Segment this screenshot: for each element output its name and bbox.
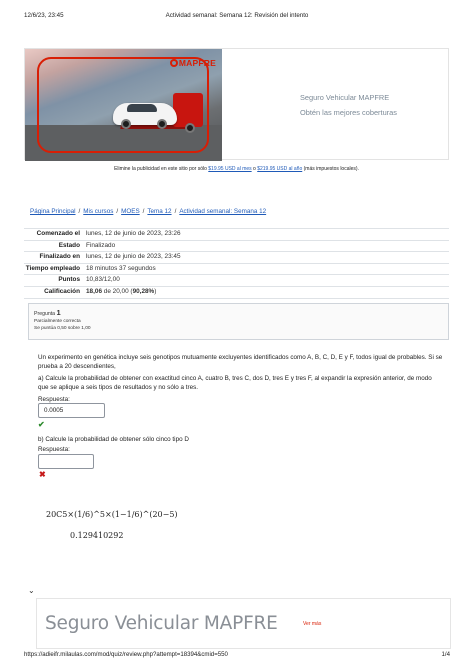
summary-value: 10,83/12,00 <box>86 276 120 284</box>
question-grade: Se puntúa 0,50 sobre 1,00 <box>34 326 91 331</box>
breadcrumb-separator: / <box>116 208 119 215</box>
ad-removal-note: Elimine la publicidad en este sitio por sólo $19.95 USD al mes o $219.95 USD al año (más impuestos locales). <box>114 166 359 172</box>
summary-label: Calificación <box>44 287 80 295</box>
formula-image <box>46 510 178 540</box>
print-page-title: Actividad semanal: Semana 12: Revisión del intento <box>165 12 309 19</box>
summary-value: Finalizado <box>86 241 116 249</box>
ad-subline: Obtén las mejores coberturas <box>300 108 397 117</box>
breadcrumb-course[interactable]: MOES <box>121 208 140 215</box>
bottom-ad-headline: Seguro Vehicular MAPFRE <box>45 613 278 634</box>
tow-truck <box>173 93 203 127</box>
bottom-ad-more-link[interactable]: Ver más <box>303 621 322 627</box>
summary-row-state <box>24 241 449 253</box>
car-wheel <box>121 119 131 129</box>
breadcrumb-topic[interactable]: Tema 12 <box>147 208 172 215</box>
question-number: Pregunta 1 <box>34 308 61 317</box>
correct-check-icon: ✔ <box>38 420 45 429</box>
answer-input-a[interactable]: 0.0005 <box>38 403 105 418</box>
print-header <box>24 12 450 22</box>
question-part-b: b) Calcule la probabilidad de obtener sólo cinco tipo D <box>38 436 189 443</box>
ad-banner[interactable] <box>24 48 449 160</box>
question-text: Un experimento en genética incluye seis genotipos mutuamente excluyentes identificados como A, B, C, D, E y F, todos igual de probables. Si se prueba a 20 descendientes, <box>38 354 443 371</box>
ad-headline: Seguro Vehicular MAPFRE <box>300 93 390 102</box>
summary-row-grade <box>24 287 449 299</box>
yearly-price-link[interactable]: $219.95 USD al año <box>257 166 303 172</box>
question-part-a: a) Calcule la probabilidad de obtener con exactitud cinco A, cuatro B, tres C, dos D, tres E y tres F, al expandir la expresión anterior, de modo que se aplique a seis tipos de resultados y no sólo a tres. <box>38 375 432 391</box>
question-info <box>28 303 449 340</box>
summary-row-time-taken <box>24 264 449 276</box>
summary-label: Tiempo empleado <box>25 264 80 272</box>
mapfre-logo-icon <box>170 59 178 67</box>
breadcrumb-separator: / <box>78 208 81 215</box>
formula-expression: 20C5×(1/6)^5×(1−1/6)^(20−5) <box>46 510 178 519</box>
breadcrumb-separator: / <box>174 208 177 215</box>
summary-row-completed <box>24 252 449 264</box>
breadcrumb-my-courses[interactable]: Mis cursos <box>83 208 114 215</box>
summary-label: Comenzado el <box>36 230 80 237</box>
mapfre-logo: MAPFRE <box>170 58 216 68</box>
truck-wheel <box>185 123 195 133</box>
print-page-number: 1/4 <box>441 651 450 658</box>
ad-text[interactable] <box>300 93 397 117</box>
monthly-price-link[interactable]: $19.95 USD al mes <box>208 166 252 172</box>
chevron-down-icon[interactable]: ⌄ <box>28 586 35 595</box>
incorrect-cross-icon: ✖ <box>39 470 46 479</box>
summary-value: 18 minutos 37 segundos <box>86 264 156 272</box>
print-url: https://adieifr.milaulas.com/mod/quiz/review.php?attempt=18394&cmid=550 <box>24 651 228 658</box>
breadcrumb <box>30 208 266 215</box>
print-footer <box>24 651 450 661</box>
summary-row-marks <box>24 275 449 287</box>
answer-input-b[interactable] <box>38 454 94 469</box>
car-wheel <box>157 119 167 129</box>
summary-value: lunes, 12 de junio de 2023, 23:26 <box>86 230 181 237</box>
print-datetime: 12/6/23, 23:45 <box>24 12 64 19</box>
summary-value: lunes, 12 de junio de 2023, 23:45 <box>86 253 181 261</box>
summary-value: 18,06 de 20,00 (90,28%) <box>86 287 157 295</box>
bottom-ad-banner[interactable] <box>36 598 451 649</box>
summary-label: Puntos <box>58 276 80 284</box>
answer-label-b: Respuesta: <box>38 446 70 453</box>
formula-result: 0.129410292 <box>70 531 124 540</box>
ad-image[interactable] <box>25 49 222 161</box>
attempt-summary-table <box>24 228 449 299</box>
car-window <box>127 104 157 112</box>
summary-label: Estado <box>58 241 80 249</box>
summary-row-started <box>24 229 449 241</box>
breadcrumb-separator: / <box>142 208 145 215</box>
summary-label: Finalizado en <box>39 253 80 261</box>
answer-label-a: Respuesta: <box>38 396 70 403</box>
breadcrumb-home[interactable]: Página Principal <box>30 208 76 215</box>
breadcrumb-activity[interactable]: Actividad semanal: Semana 12 <box>179 208 267 215</box>
question-state: Parcialmente correcta <box>34 319 81 324</box>
